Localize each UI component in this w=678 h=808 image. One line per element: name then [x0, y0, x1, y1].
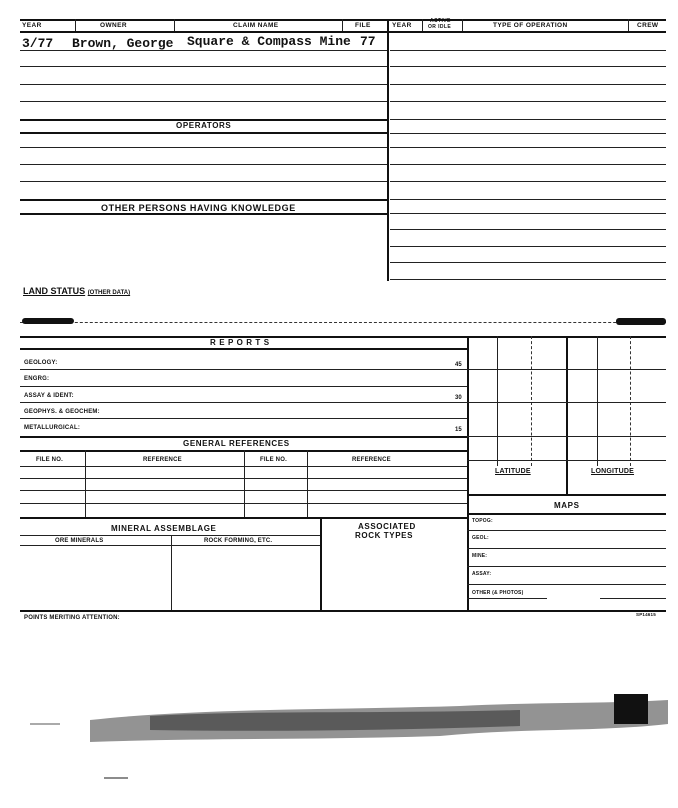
- operators-heading: OPERATORS: [176, 121, 232, 130]
- entry-owner: Brown, George: [72, 36, 174, 51]
- owner-header: OWNER: [100, 22, 127, 29]
- reports-heading: R E P O R T S: [210, 338, 270, 347]
- longitude-label: LONGITUDE: [591, 468, 635, 475]
- report-geophys: GEOPHYS. & GEOCHEM:: [24, 409, 100, 415]
- crew-header: CREW: [637, 22, 659, 29]
- ore-minerals-label: ORE MINERALS: [55, 538, 104, 544]
- general-references-heading: GENERAL REFERENCES: [183, 439, 290, 448]
- redaction-mark-left: [22, 318, 74, 324]
- idle-header: OR IDLE: [428, 24, 452, 30]
- mineral-assemblage-heading: MINERAL ASSEMBLAGE: [111, 524, 217, 533]
- gr-reference-2: REFERENCE: [352, 457, 391, 463]
- map-assay: ASSAY:: [472, 571, 492, 577]
- gr-file-no-1: FILE NO.: [36, 457, 63, 463]
- map-other: OTHER (& PHOTOS): [472, 590, 524, 596]
- report-metallurgical: METALLURGICAL:: [24, 425, 81, 431]
- report-geology: GEOLOGY:: [24, 360, 58, 366]
- land-status-label: LAND STATUS (OTHER DATA): [23, 286, 131, 296]
- scan-smudge-band: [0, 680, 678, 808]
- scan-black-block: [614, 694, 648, 724]
- map-topog: TOPOG:: [472, 518, 493, 524]
- entry-claim: Square & Compass Mine: [187, 34, 351, 49]
- points-meriting-attention-label: POINTS MERITING ATTENTION:: [24, 615, 120, 621]
- map-mine: MINE:: [472, 553, 488, 559]
- report-code-assay: 30: [455, 395, 462, 401]
- entry-date: 3/77: [22, 36, 54, 51]
- type-of-operation-header: TYPE OF OPERATION: [493, 22, 568, 29]
- entry-file: 77: [360, 34, 376, 49]
- year-header-2: YEAR: [392, 22, 412, 29]
- map-geol: GEOL:: [472, 535, 489, 541]
- report-code-metallurgical: 15: [455, 427, 462, 433]
- report-engrg: ENGRG:: [24, 376, 50, 382]
- report-code-geology: 45: [455, 362, 462, 368]
- associated-heading: ASSOCIATED: [358, 522, 416, 531]
- gr-reference-1: REFERENCE: [143, 457, 182, 463]
- file-header: FILE: [355, 22, 371, 29]
- rock-forming-label: ROCK FORMING, ETC.: [204, 538, 273, 544]
- other-persons-heading: OTHER PERSONS HAVING KNOWLEDGE: [101, 203, 296, 213]
- report-assay: ASSAY & IDENT:: [24, 393, 74, 399]
- form-code: SP14615: [636, 612, 656, 617]
- claim-name-header: CLAIM NAME: [233, 22, 279, 29]
- redaction-mark-right: [616, 318, 666, 325]
- latitude-label: LATITUDE: [495, 468, 531, 475]
- gr-file-no-2: FILE NO.: [260, 457, 287, 463]
- year-header: YEAR: [22, 22, 42, 29]
- rock-types-heading: ROCK TYPES: [355, 531, 414, 540]
- maps-heading: MAPS: [554, 501, 580, 510]
- active-header: ACTIVE: [430, 18, 451, 24]
